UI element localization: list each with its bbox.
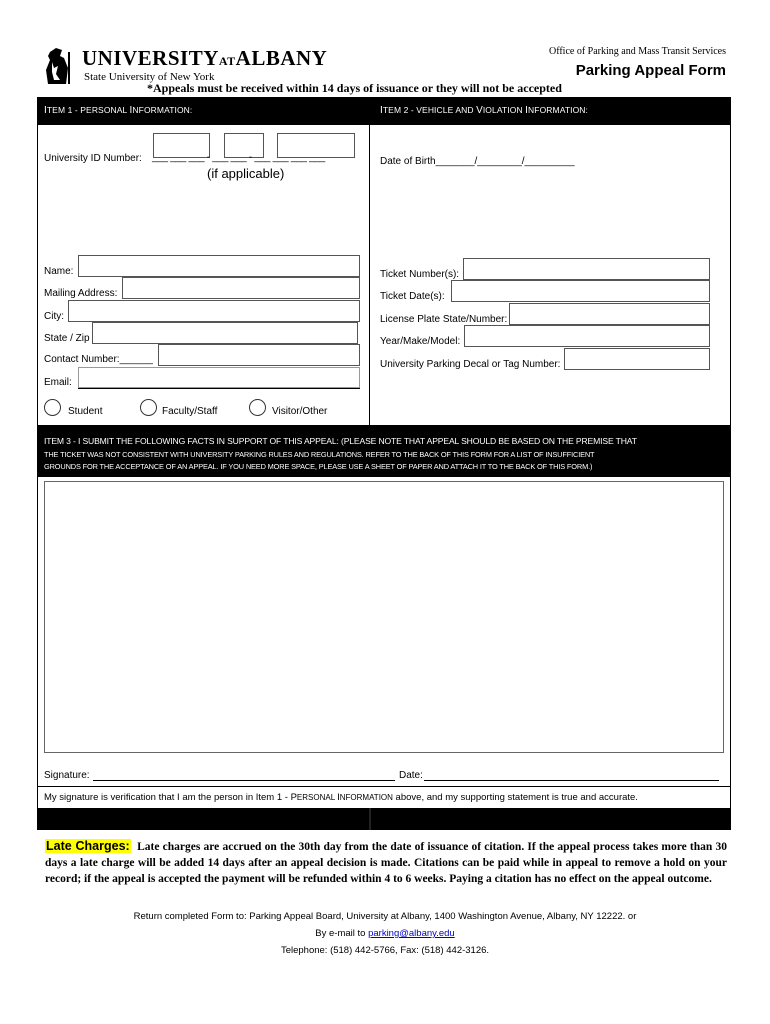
date-label: Date:	[399, 770, 423, 781]
column-divider	[369, 125, 370, 425]
phone-fax: Telephone: (518) 442-5766, Fax: (518) 442-3126.	[280, 945, 490, 956]
signature-line[interactable]	[93, 780, 395, 781]
logo-word-at: AT	[218, 54, 236, 68]
item3-heading-line3: GROUNDS FOR THE ACCEPTANCE OF AN APPEAL. IF YOU NEED MORE SPACE, PLEASE USE A SHEET OF PAPER AND ATTACH IT TO THE BACK OF THIS FORM.)	[44, 462, 593, 471]
visitor-other-radio-label: Visitor/Other	[272, 406, 328, 417]
year-make-model-label: Year/Make/Model:	[380, 336, 461, 347]
student-radio-label: Student	[68, 406, 103, 417]
parking-decal-input[interactable]	[564, 348, 710, 370]
email-label: Email:	[44, 377, 72, 388]
ticket-numbers-input[interactable]	[463, 258, 710, 280]
mailing-address-input[interactable]	[122, 277, 360, 299]
item2-title: ITEM 2 - VEHICLE AND VIOLATION INFORMATION:	[380, 105, 589, 116]
item3-heading-line2: THE TICKET WAS NOT CONSISTENT WITH UNIVERSITY PARKING RULES AND REGULATIONS. REFER TO THE BACK OF THIS FORM FOR A LIST OF INSUFFICIENT	[44, 450, 595, 459]
faculty-staff-radio-label: Faculty/Staff	[162, 406, 218, 417]
signature-divider	[37, 786, 731, 787]
signature-label: Signature:	[44, 770, 90, 781]
student-radio[interactable]	[44, 399, 61, 416]
if-applicable-note: (if applicable)	[207, 166, 285, 181]
late-charges-label: Late Charges:	[46, 839, 130, 853]
bottom-bar-divider	[369, 808, 371, 830]
deadline-notice: *Appeals must be received within 14 days of issuance or they will not be accepted	[147, 81, 562, 95]
email-line-footer: By e-mail to parking@albany.edu	[315, 928, 455, 939]
signature-verification: My signature is verification that I am the person in Item 1 - PERSONAL INFORMATION above, and my supporting statement is true and accurate.	[44, 792, 638, 803]
return-address: Return completed Form to: Parking Appeal Board, University at Albany, 1400 Washington Avenue, Albany, NY 12222. or	[133, 911, 637, 922]
date-line[interactable]	[424, 780, 719, 781]
name-input[interactable]	[78, 255, 360, 277]
faculty-staff-radio[interactable]	[140, 399, 157, 416]
university-id-mask: ___ ___ ___ - ___ ___ - ___ ___ ___ ___	[152, 152, 325, 163]
license-plate-label: License Plate State/Number:	[380, 314, 508, 325]
name-label: Name:	[44, 266, 74, 277]
parking-email-link[interactable]: parking@albany.edu	[368, 928, 455, 939]
year-make-model-input[interactable]	[464, 325, 710, 347]
appeal-facts-textarea[interactable]	[44, 481, 724, 753]
city-label: City:	[44, 311, 64, 322]
ticket-dates-input[interactable]	[451, 280, 710, 302]
state-zip-label: State / Zip	[44, 333, 90, 344]
item3-heading-line1: ITEM 3 - I SUBMIT THE FOLLOWING FACTS IN SUPPORT OF THIS APPEAL: (PLEASE NOTE THAT APPEAL SHOULD BE BASED ON THE PREMISE THAT	[44, 436, 637, 446]
email-input[interactable]	[78, 367, 360, 388]
office-name: Office of Parking and Mass Transit Services	[548, 46, 726, 57]
logo-word-albany: ALBANY	[235, 46, 328, 70]
form-title: Parking Appeal Form	[575, 62, 726, 79]
bottom-bar	[37, 808, 731, 830]
logo-subtitle: State University of New York	[84, 71, 215, 83]
university-id-label: University ID Number:	[44, 153, 142, 164]
date-of-birth-label: Date of Birth_______/________/_________	[380, 156, 575, 167]
ticket-numbers-label: Ticket Number(s):	[380, 269, 460, 280]
ticket-dates-label: Ticket Date(s):	[380, 291, 445, 302]
parking-decal-label: University Parking Decal or Tag Number:	[380, 359, 561, 370]
logo-word-university: UNIVERSITY	[82, 46, 219, 70]
contact-number-input[interactable]	[158, 344, 360, 366]
late-charges-text: Late charges are accrued on the 30th day from the date of issuance of citation. If the appeal process takes more than 30 days a late charge will be added 14 days after an appeal decision is made. Citations can be paid while in appeal to remove a hold on your record; if the appeal is accepted the payment will be refunded within 4 to 6 weeks. Paying a citation has no effect on the appeal outcome.	[45, 841, 727, 885]
state-zip-input[interactable]	[92, 322, 358, 344]
license-plate-input[interactable]	[509, 303, 710, 325]
item1-title: ITEM 1 - PERSONAL INFORMATION:	[44, 105, 193, 116]
minuteman-logo-icon	[42, 46, 76, 86]
email-line	[78, 388, 360, 389]
city-input[interactable]	[68, 300, 360, 322]
contact-number-label: Contact Number:______	[44, 354, 153, 365]
visitor-other-radio[interactable]	[249, 399, 266, 416]
mailing-address-label: Mailing Address:	[44, 288, 118, 299]
late-charges-paragraph	[45, 838, 727, 887]
